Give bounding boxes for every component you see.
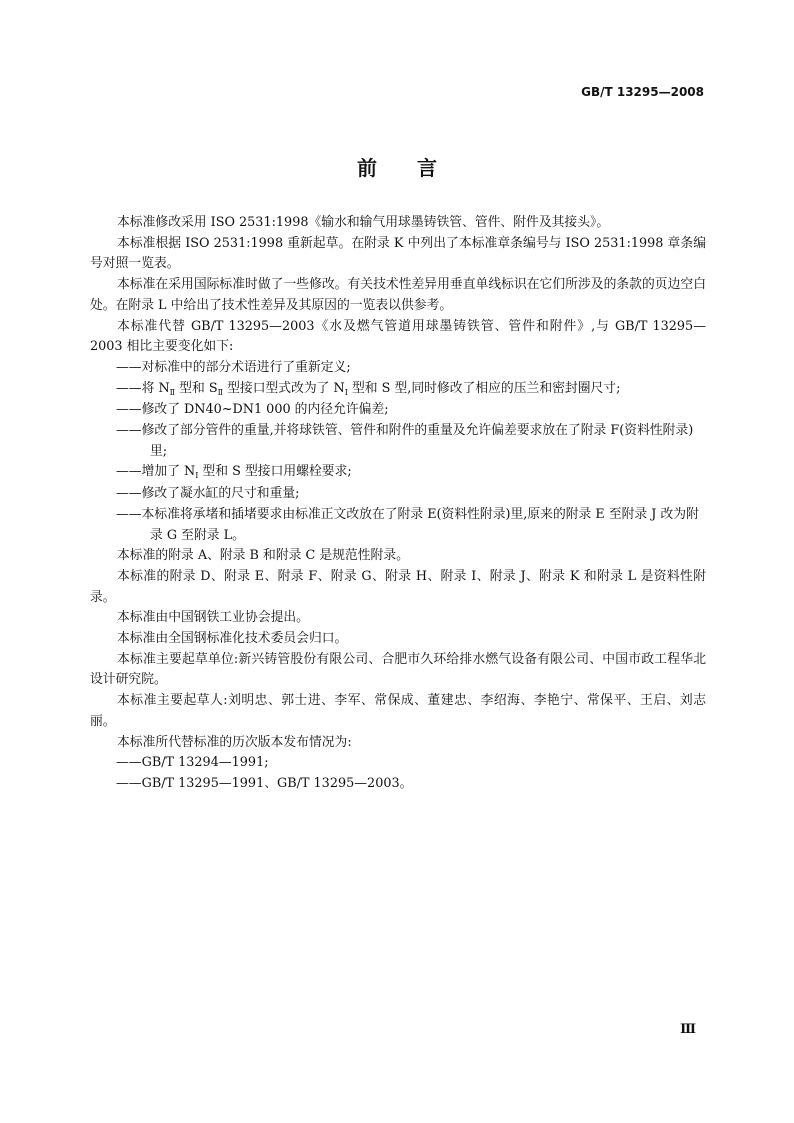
paragraph: 本标准修改采用 ISO 2531:1998《输水和输气用球墨铸铁管、管件、附件及其接头》。 [117,215,610,230]
page-number: Ⅲ [680,1022,696,1037]
history-item: ——GB/T 13294—1991; [116,755,269,771]
paragraph: 本标准的附录 D、附录 E、附录 F、附录 G、附录 H、附录 I、附录 J、附录 K 和附录 L 是资料性附录。 [90,568,706,605]
subscript: Ⅰ [344,387,348,397]
subscript: Ⅱ [169,387,176,397]
change-text: 型和 S [175,380,218,396]
change-text: ——将 N [116,380,170,396]
change-item: ——对标准中的部分术语进行了重新定义; [116,359,351,375]
paragraph: 本标准由全国钢标准化技术委员会归口。 [117,631,348,647]
change-item [90,462,706,484]
change-text: 型和 S 型接口用螺栓要求; [198,464,352,480]
title-char-1: 前 [357,156,377,180]
change-item: ——修改了部分管件的重量,并将球铁管、管件和附件的重量及允许偏差要求放在了附录 F(资料性附录)里; [116,423,694,459]
change-item: ——修改了凝水缸的尺寸和重量; [116,486,300,502]
paragraph: 本标准在采用国际标准时做了一些修改。有关技术性差异用垂直单线标识在它们所涉及的条款的页边空白处。在附录 L 中给出了技术性差异及其原因的一览表以供参考。 [90,277,706,313]
subscript: Ⅰ [195,471,199,481]
change-text: 型和 S 型,同时修改了相应的压兰和密封圈尺寸; [347,380,621,396]
paragraph: 本标准所代替标准的历次版本发布情况为: [117,734,352,750]
subscript: Ⅱ [217,387,224,397]
paragraph: 本标准主要起草单位:新兴铸管股份有限公司、合肥市久环给排水燃气设备有限公司、中国市政工程华北设计研究院。 [90,651,706,688]
change-text: ——增加了 N [116,464,196,480]
paragraph: 本标准的附录 A、附录 B 和附录 C 是规范性附录。 [117,548,409,564]
paragraph: 本标准主要起草人:刘明忠、郭士进、李军、常保成、董建忠、李绍海、李艳宁、常保平、王启、刘志丽。 [90,693,706,729]
change-item [90,379,706,401]
change-item: ——本标准将承堵和插堵要求由标准正文改放在了附录 E(资料性附录)里,原来的附录 E 至附录 J 改为附录 G 至附录 L。 [116,506,699,543]
paragraph: 本标准由中国钢铁工业协会提出。 [117,610,309,626]
change-text: 型接口型式改为了 N [223,380,345,396]
page-title [0,152,794,181]
foreword-body [90,213,706,795]
change-item: ——修改了 DN40~DN1 000 的内径允许偏差; [116,402,389,418]
title-char-2: 言 [417,156,437,180]
paragraph: 本标准根据 ISO 2531:1998 重新起草。在附录 K 中列出了本标准章条编号与 ISO 2531:1998 章条编号对照一览表。 [90,235,706,272]
standard-code: GB/T 13295—2008 [581,85,704,99]
history-item: ——GB/T 13295—1991、GB/T 13295—2003。 [116,775,413,791]
paragraph: 本标准代替 GB/T 13295—2003《水及燃气管道用球墨铸铁管、管件和附件》,与 GB/T 13295—2003 相比主要变化如下: [90,318,706,355]
